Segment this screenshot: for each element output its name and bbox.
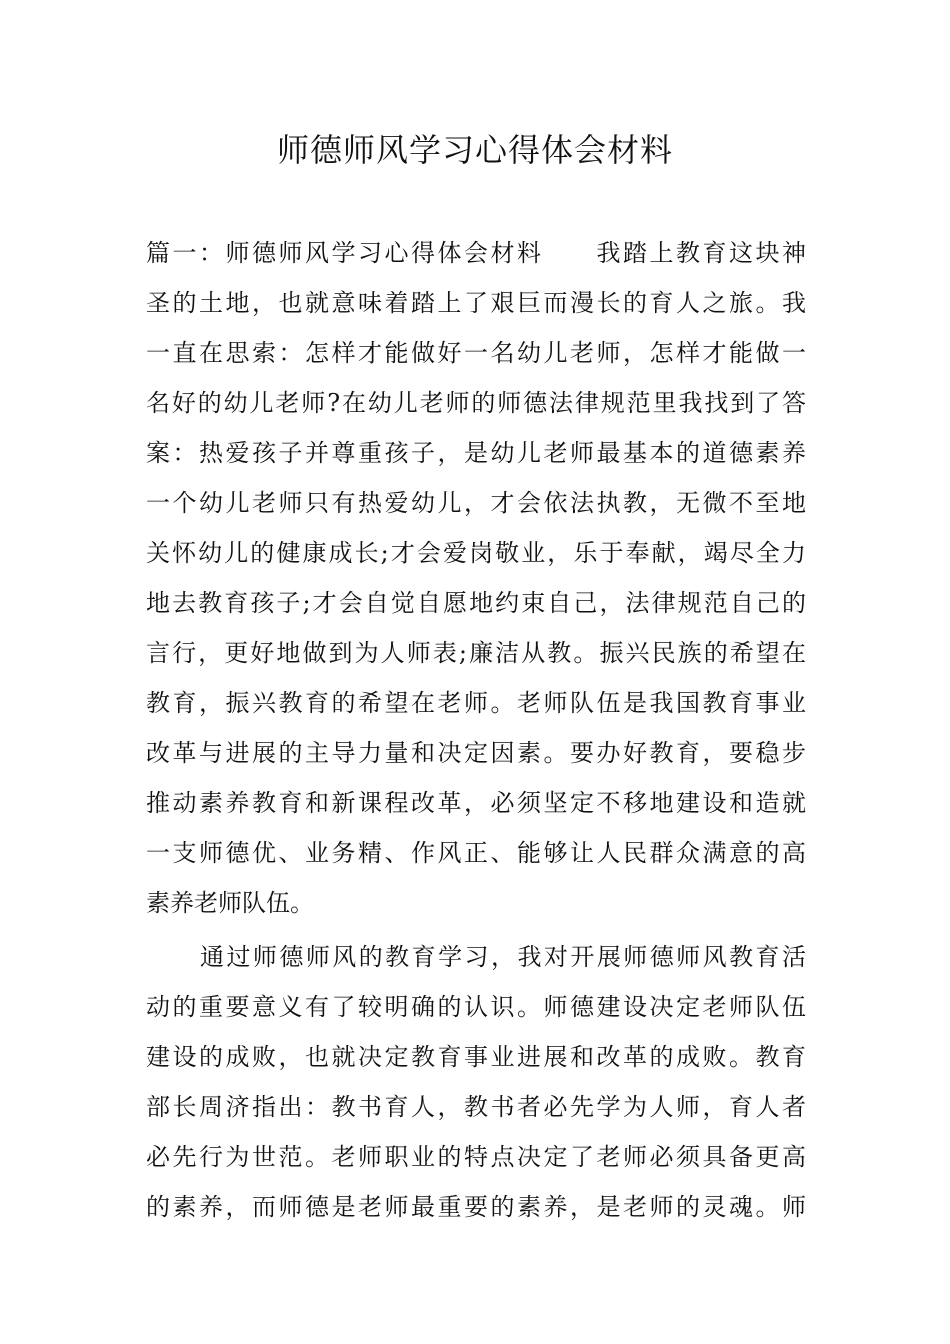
paragraph-line: 案：热爱孩子并尊重孩子，是幼儿老师最基本的道德素养 — [146, 439, 806, 467]
paragraph-line: 地去教育孩子;才会自觉自愿地约束自己，法律规范自己的 — [146, 589, 806, 617]
paragraph-line: 圣的土地，也就意味着踏上了艰巨而漫长的育人之旅。我 — [146, 289, 806, 317]
paragraph-line: 一个幼儿老师只有热爱幼儿，才会依法执教，无微不至地 — [146, 489, 806, 517]
paragraph-line: 素养老师队伍。 — [146, 889, 314, 917]
paragraph-line: 推动素养教育和新课程改革，必须坚定不移地建设和造就 — [146, 789, 806, 817]
paragraph-2 — [146, 932, 806, 1232]
paragraph-1 — [146, 228, 806, 928]
paragraph-line: 关怀幼儿的健康成长;才会爱岗敬业，乐于奉献，竭尽全力 — [146, 539, 806, 567]
document-body — [146, 228, 806, 1232]
document-title: 师德师风学习心得体会材料 — [276, 131, 673, 169]
paragraph-line: 通过师德师风的教育学习，我对开展师德师风教育活 — [200, 943, 806, 971]
paragraph-line: 改革与进展的主导力量和决定因素。要办好教育，要稳步 — [146, 739, 806, 767]
paragraph-line: 一支师德优、业务精、作风正、能够让人民群众满意的高 — [146, 839, 806, 867]
paragraph-line: 篇一：师德师风学习心得体会材料 我踏上教育这块神 — [146, 239, 806, 267]
paragraph-line: 教育，振兴教育的希望在老师。老师队伍是我国教育事业 — [146, 689, 806, 717]
paragraph-line: 动的重要意义有了较明确的认识。师德建设决定老师队伍 — [146, 993, 806, 1021]
paragraph-line: 部长周济指出：教书育人，教书者必先学为人师，育人者 — [146, 1093, 806, 1121]
paragraph-line: 名好的幼儿老师?在幼儿老师的师德法律规范里我找到了答 — [146, 389, 806, 417]
paragraph-line: 必先行为世范。老师职业的特点决定了老师必须具备更高 — [146, 1143, 806, 1171]
paragraph-line: 言行，更好地做到为人师表;廉洁从教。振兴民族的希望在 — [146, 639, 806, 667]
paragraph-line: 建设的成败，也就决定教育事业进展和改革的成败。教育 — [146, 1043, 806, 1071]
paragraph-line: 一直在思索：怎样才能做好一名幼儿老师，怎样才能做一 — [146, 339, 806, 367]
paragraph-line: 的素养，而师德是老师最重要的素养，是老师的灵魂。师 — [146, 1193, 806, 1221]
